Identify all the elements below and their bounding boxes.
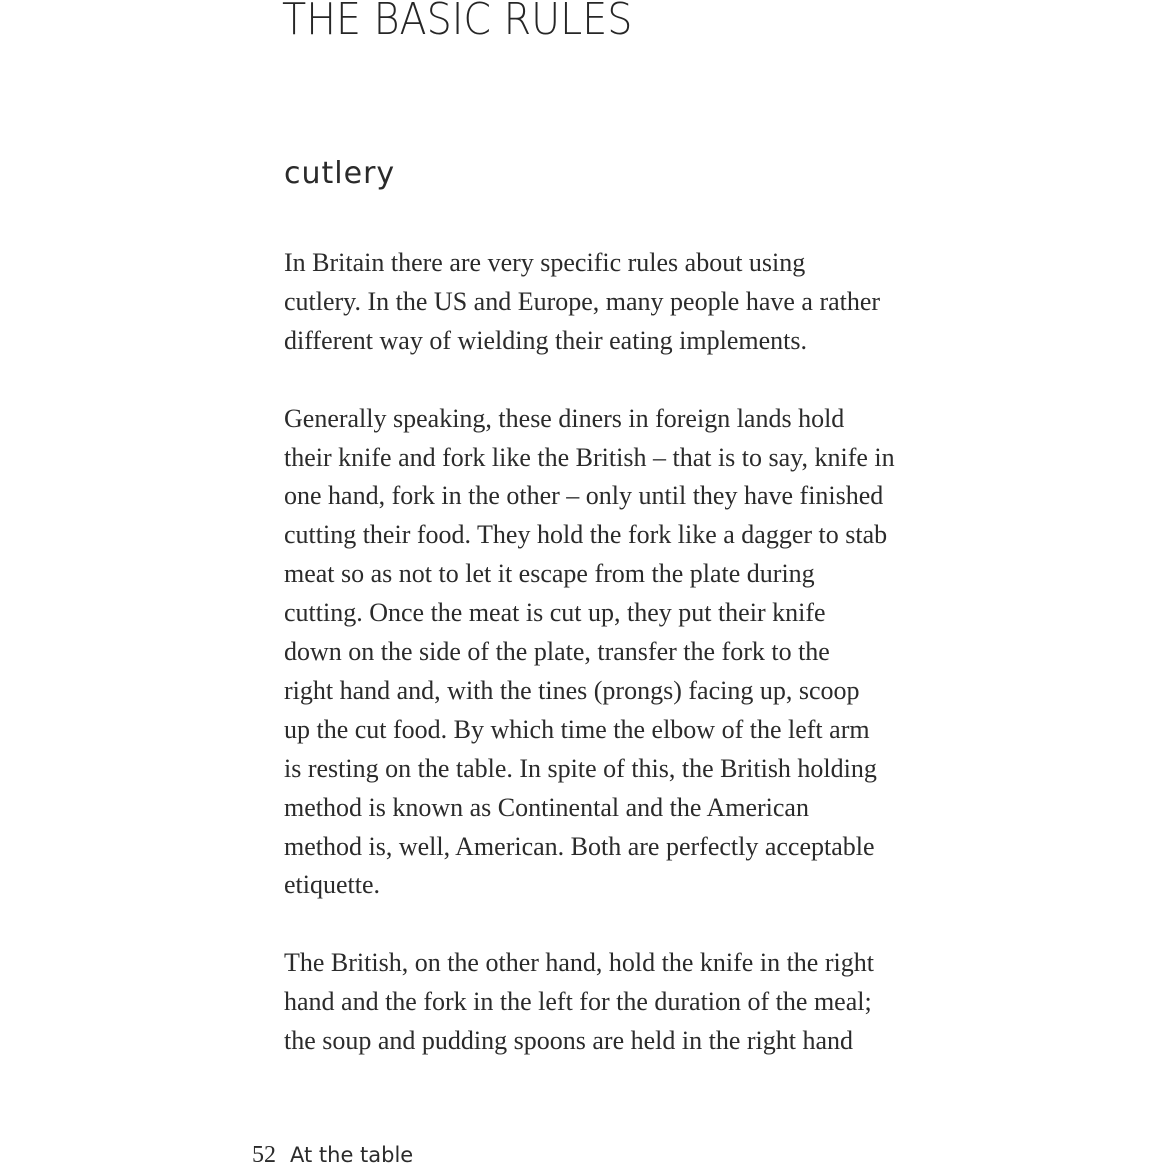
text-line: etiquette. [284, 870, 381, 900]
text-line: is resting on the table. In spite of this, the British holding [284, 753, 877, 783]
text-line: method is, well, American. Both are perfectly acceptable [284, 831, 875, 861]
section-heading: cutlery [284, 156, 396, 191]
text-line: one hand, fork in the other – only until they have finished [284, 481, 884, 511]
paragraph [284, 400, 934, 906]
paragraph [284, 244, 934, 361]
text-line: the soup and pudding spoons are held in the right hand [284, 1026, 854, 1056]
text-line: meat so as not to let it escape from the plate during [284, 559, 815, 589]
running-head: At the table [290, 1143, 414, 1167]
text-line: cutting. Once the meat is cut up, they put their knife [284, 598, 826, 628]
text-line: their knife and fork like the British – that is to say, knife in [284, 442, 895, 472]
text-line: hand and the fork in the left for the duration of the meal; [284, 987, 872, 1017]
text-line: down on the side of the plate, transfer the fork to the [284, 637, 830, 667]
chapter-title: THE BASIC RULES [282, 0, 633, 45]
text-line: up the cut food. By which time the elbow of the left arm [284, 714, 870, 744]
text-line: cutlery. In the US and Europe, many people have a rather [284, 286, 881, 316]
text-line: Generally speaking, these diners in foreign lands hold [284, 403, 845, 433]
paragraph [284, 944, 934, 1061]
page-footer [252, 1142, 413, 1169]
text-line: method is known as Continental and the American [284, 792, 809, 822]
body-text [284, 244, 934, 1100]
text-line: cutting their food. They hold the fork like a dagger to stab [284, 520, 888, 550]
text-line: In Britain there are very specific rules about using [284, 248, 806, 277]
page-number: 52 [252, 1142, 276, 1168]
text-line: right hand and, with the tines (prongs) facing up, scoop [284, 675, 860, 705]
text-line: different way of wielding their eating implements. [284, 325, 807, 355]
text-line: The British, on the other hand, hold the knife in the right [284, 948, 874, 978]
